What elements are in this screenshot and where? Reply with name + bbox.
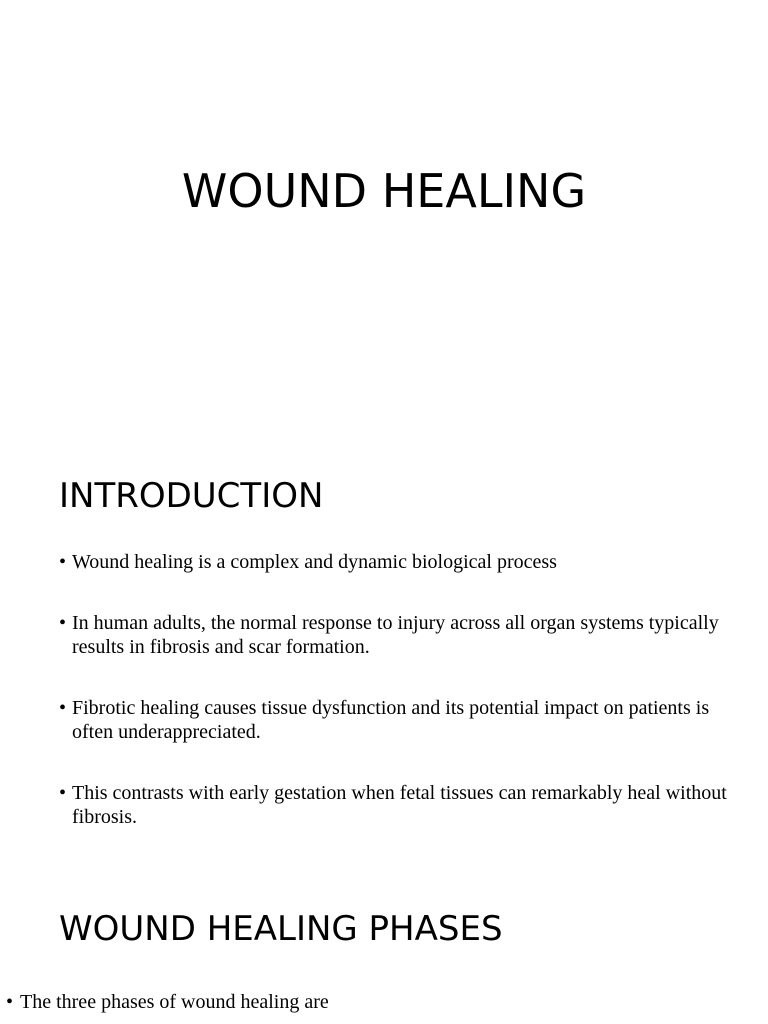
list-item [59, 696, 739, 744]
bullet-icon: • [59, 697, 67, 719]
bullet-text: The three phases of wound healing are [20, 991, 329, 1013]
list-item [59, 781, 739, 829]
bullet-icon: • [59, 551, 67, 573]
bullet-icon: • [59, 612, 67, 634]
bullet-text: In human adults, the normal response to injury across all organ systems typically results in fibrosis and scar formation. [72, 612, 719, 658]
bullet-text: Wound healing is a complex and dynamic biological process [72, 551, 557, 573]
bullet-text: This contrasts with early gestation when fetal tissues can remarkably heal without fibrosis. [72, 782, 727, 828]
phases-bullet-list [6, 990, 746, 1014]
bullet-icon: • [6, 991, 14, 1013]
section-heading-wound-healing-phases: WOUND HEALING PHASES [59, 909, 503, 949]
list-item [59, 550, 739, 574]
list-item [59, 611, 739, 659]
document-title: WOUND HEALING [181, 164, 587, 218]
bullet-icon: • [59, 782, 67, 804]
list-item [6, 990, 746, 1014]
section-heading-introduction: INTRODUCTION [59, 476, 324, 516]
bullet-text: Fibrotic healing causes tissue dysfunction and its potential impact on patients is often underappreciated. [72, 697, 710, 743]
introduction-bullet-list [59, 550, 739, 866]
